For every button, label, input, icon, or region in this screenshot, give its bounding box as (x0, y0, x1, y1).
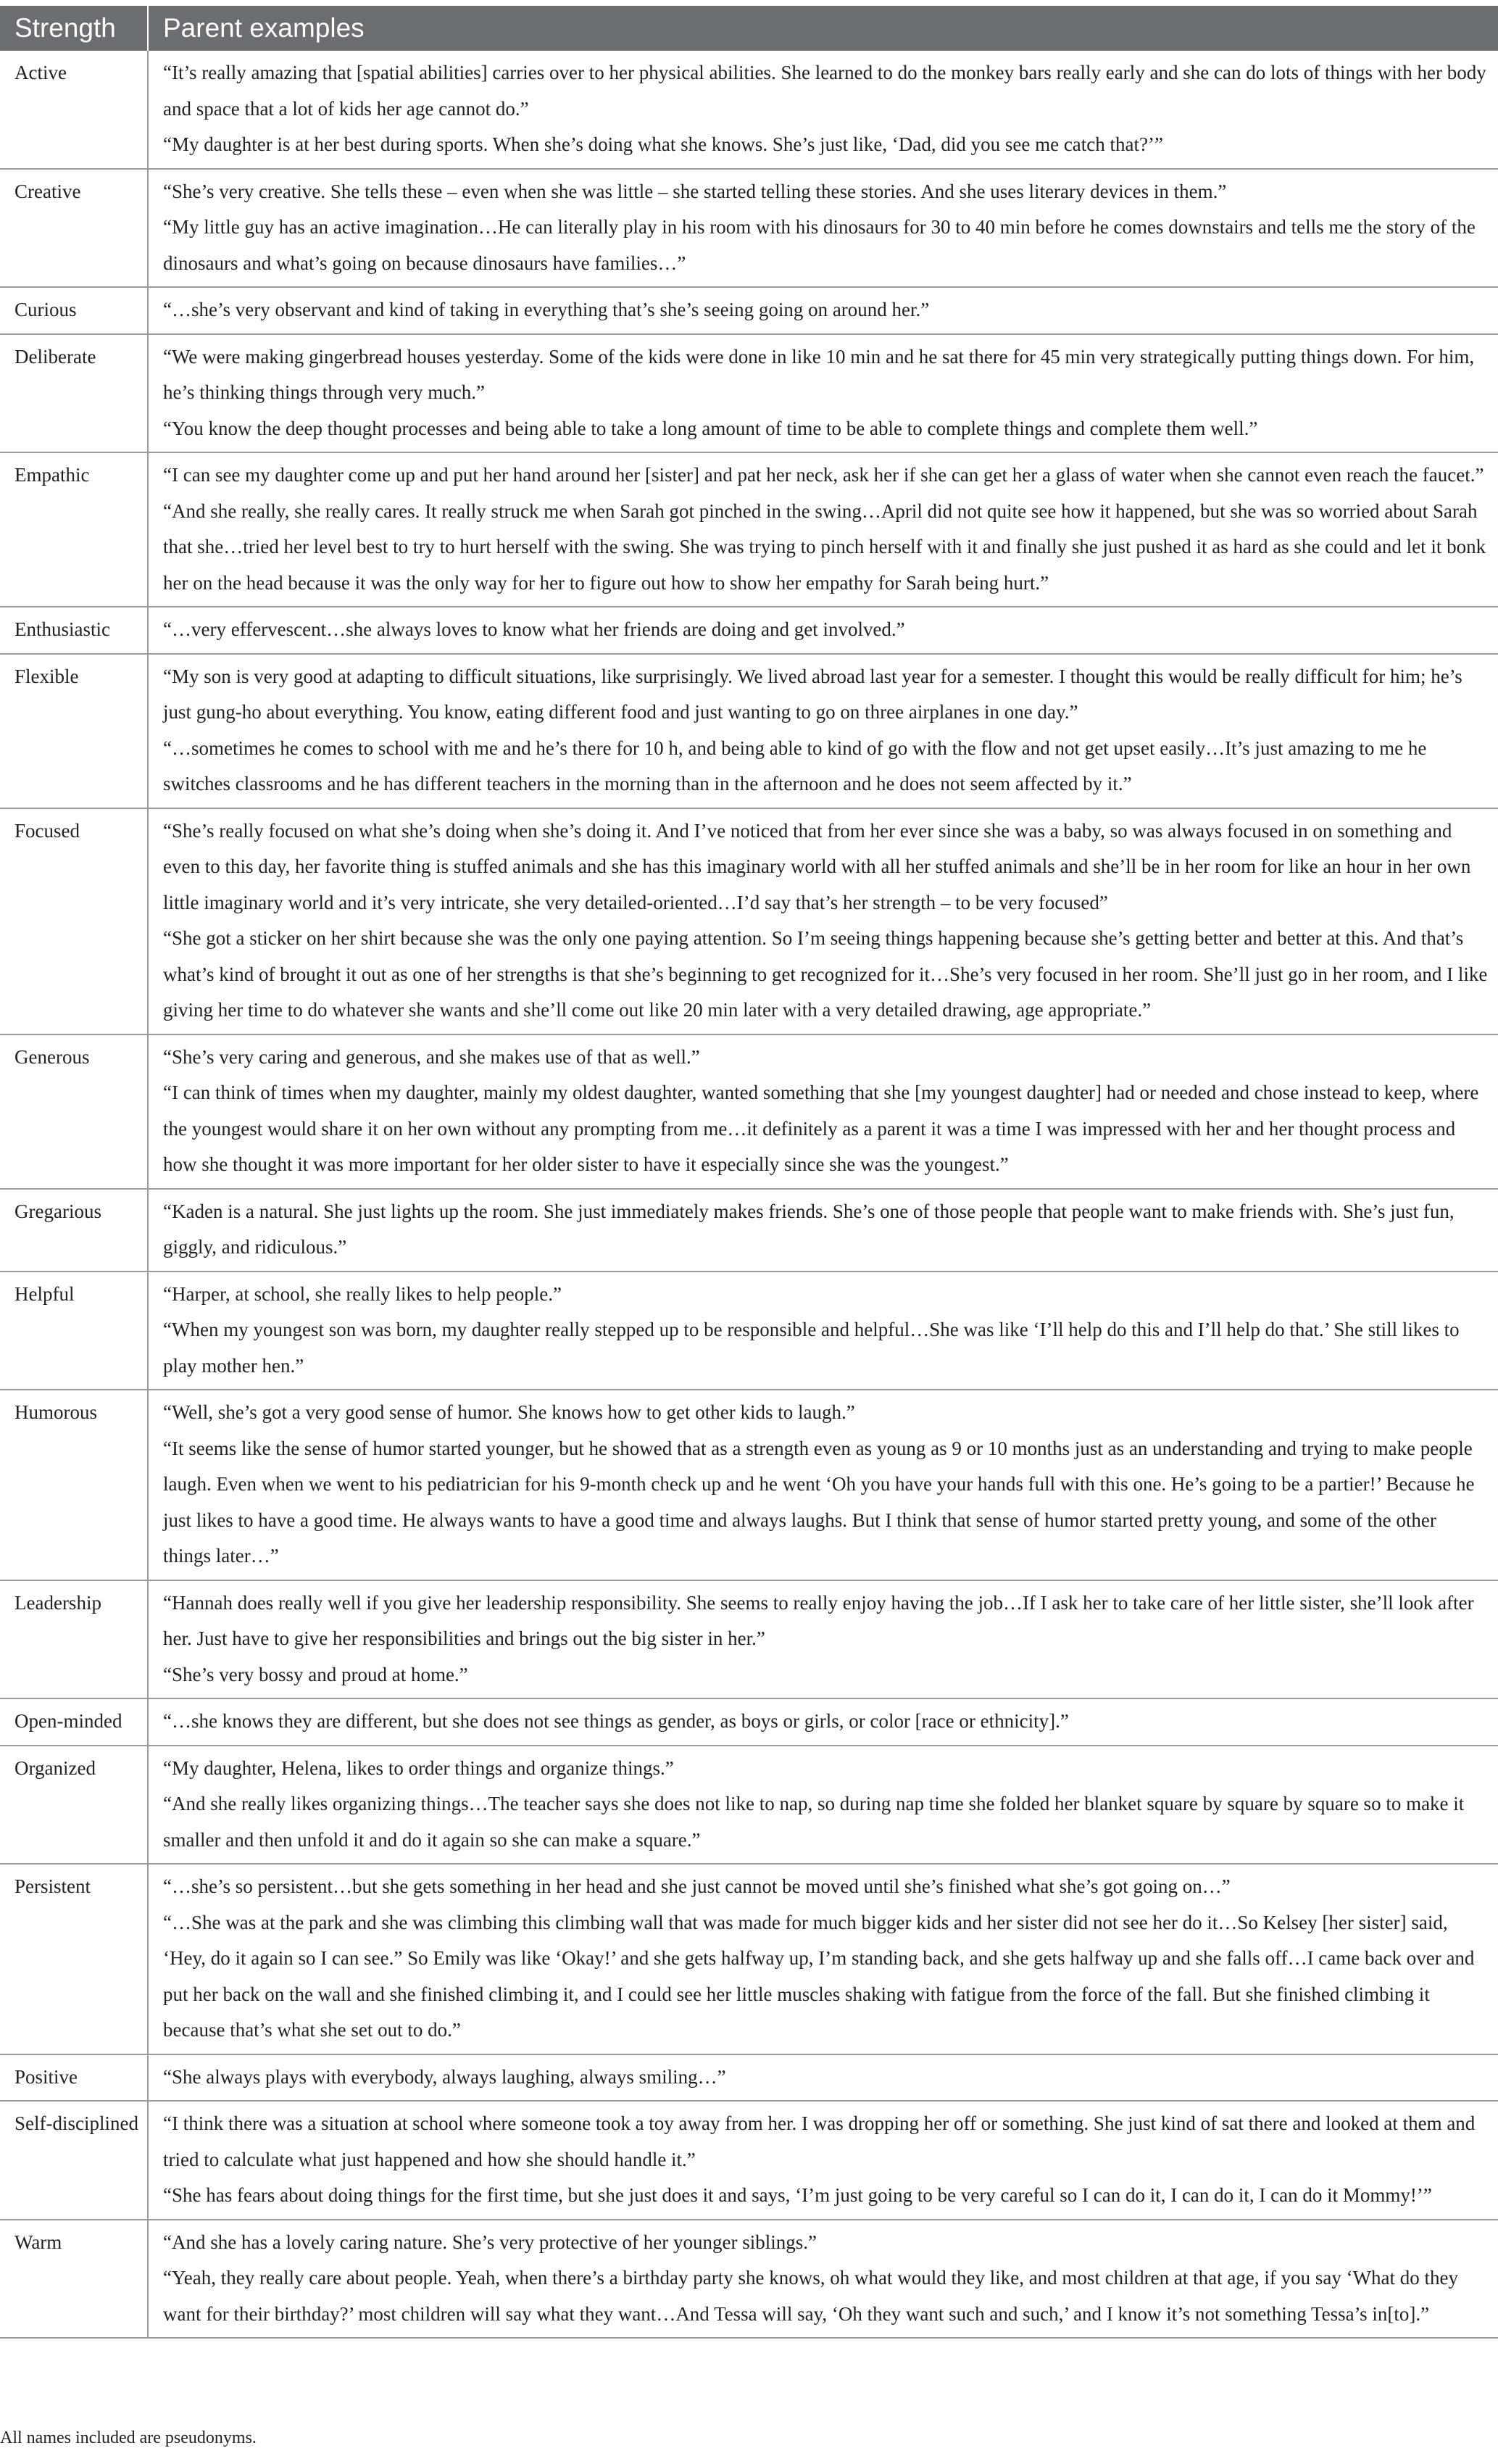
parent-quote: “Kaden is a natural. She just lights up the room. She just immediately makes friends. She’s one of those people that people want to make friends with. She’s just fun, giggly, and ridiculous.” (163, 1200, 1455, 1258)
parent-quote: “My daughter, Helena, likes to order things and organize things.” (163, 1756, 674, 1779)
strength-cell: Organized (0, 1746, 148, 1864)
parent-quote: “She has fears about doing things for the first time, but she just does it and says, ‘I’m just going to be very careful so I can do it, I can do it, I can do it Mommy!’” (163, 2184, 1432, 2206)
strength-cell: Enthusiastic (0, 607, 148, 654)
parent-examples-cell (148, 452, 1498, 607)
parent-examples-cell (148, 2220, 1498, 2339)
parent-examples-cell (148, 808, 1498, 1034)
table-body (0, 51, 1498, 2338)
parent-quote: “I think there was a situation at school where someone took a toy away from her. I was dropping her off or something. She just kind of sat there and looked at them and tried to calculate what just happened and how she should handle it.” (163, 2112, 1476, 2170)
column-header-parent-examples: Parent examples (148, 6, 1498, 51)
parent-quote: “It seems like the sense of humor started younger, but he showed that as a strength even as young as 9 or 10 months just as an understanding and trying to make people laugh. Even when we went to his pediatrician for his 9-month check up and he went ‘Oh you have your hands full with this one. He’s going to be a partier!’ Because he just likes to have a good time. He always wants to have a good time and always laughs. But I think that sense of humor started pretty young, and some of the other things later…” (163, 1437, 1475, 1567)
parent-quote: “She always plays with everybody, always laughing, always smiling…” (163, 2065, 726, 2088)
table-row (0, 808, 1498, 1034)
parent-quote: “…She was at the park and she was climbing this climbing wall that was made for much bigger kids and her sister did not see her do it…So Kelsey [her sister] said, ‘Hey, do it again so I can see.” So Emily was like ‘Okay!’ and she gets halfway up, I’m standing back, and she gets halfway up and she falls off…I came back over and put her back on the wall and she finished climbing it, and I could see her little muscles shaking with fatigue from the force of the fall. But she finished climbing it because that’s what she set out to do.” (163, 1911, 1475, 2041)
strength-cell: Focused (0, 808, 148, 1034)
parent-examples-cell (148, 1272, 1498, 1390)
parent-quote: “I can see my daughter come up and put her hand around her [sister] and pat her neck, ask her if she can get her a glass of water when she cannot even reach the faucet.” (163, 464, 1484, 486)
table-row (0, 1580, 1498, 1699)
parent-examples-cell (148, 1034, 1498, 1189)
strength-cell: Open-minded (0, 1698, 148, 1746)
table-row (0, 452, 1498, 607)
strength-cell: Deliberate (0, 334, 148, 453)
parent-quote: “…sometimes he comes to school with me and he’s there for 10 h, and being able to kind of go with the flow and not get upset easily…It’s just amazing to me he switches classrooms and he has different teachers in the morning than in the afternoon and he does not seem affected by it.” (163, 737, 1427, 795)
strength-cell: Active (0, 51, 148, 169)
parent-quote: “Well, she’s got a very good sense of humor. She knows how to get other kids to laugh.” (163, 1401, 855, 1423)
parent-examples-cell (148, 287, 1498, 334)
table-row (0, 2220, 1498, 2339)
parent-examples-cell (148, 2054, 1498, 2102)
table-row (0, 1390, 1498, 1580)
table-row (0, 654, 1498, 808)
parent-quote: “We were making gingerbread houses yesterday. Some of the kids were done in like 10 min and he sat there for 45 min very strategically putting things down. For him, he’s thinking things through very much.” (163, 345, 1475, 403)
parent-examples-cell (148, 1864, 1498, 2054)
table-row (0, 169, 1498, 288)
parent-quote: “It’s really amazing that [spatial abilities] carries over to her physical abilities. She learned to do the monkey bars really early and she can do lots of things with her body and space that a lot of kids her age cannot do.” (163, 62, 1486, 120)
parent-quote: “She’s very bossy and proud at home.” (163, 1663, 468, 1685)
table-row (0, 607, 1498, 654)
parent-examples-cell (148, 169, 1498, 288)
strength-cell: Curious (0, 287, 148, 334)
strength-cell: Warm (0, 2220, 148, 2339)
strength-cell: Flexible (0, 654, 148, 808)
parent-quote: “When my youngest son was born, my daughter really stepped up to be responsible and helpful…She was like ‘I’ll help do this and I’ll help do that.’ She still likes to play mother hen.” (163, 1319, 1460, 1377)
table-row (0, 287, 1498, 334)
strength-cell: Creative (0, 169, 148, 288)
table-row (0, 2054, 1498, 2102)
strength-cell: Positive (0, 2054, 148, 2102)
strengths-table (0, 6, 1498, 2339)
strengths-table-container (0, 6, 1498, 2339)
parent-quote: “…very effervescent…she always loves to know what her friends are doing and get involved.” (163, 618, 905, 640)
parent-quote: “You know the deep thought processes and being able to take a long amount of time to be able to complete things and complete them well.” (163, 417, 1258, 439)
table-header (0, 6, 1498, 51)
parent-examples-cell (148, 51, 1498, 169)
table-row (0, 1272, 1498, 1390)
header-row (0, 6, 1498, 51)
parent-quote: “Yeah, they really care about people. Yeah, when there’s a birthday party she knows, oh what would they like, and most children at that age, if you say ‘What do they want for their birthday?’ most children will say what they want…And Tessa will say, ‘Oh they want such and such,’ and I know it’s not something Tessa’s in[to].” (163, 2267, 1459, 2325)
strength-cell: Empathic (0, 452, 148, 607)
table-row (0, 1189, 1498, 1272)
table-row (0, 2101, 1498, 2220)
parent-examples-cell (148, 1390, 1498, 1580)
parent-quote: “I can think of times when my daughter, mainly my oldest daughter, wanted something that she [my youngest daughter] had or needed and chose instead to keep, where the youngest would share it on her own without any prompting from me…it definitely as a parent it was a time I was impressed with her and her thought process and how she thought it was more important for her older sister to have it especially since she was the youngest.” (163, 1082, 1479, 1175)
parent-examples-cell (148, 2101, 1498, 2220)
parent-quote: “…she knows they are different, but she does not see things as gender, as boys or girls, or color [race or ethnicity].” (163, 1710, 1069, 1732)
parent-quote: “And she has a lovely caring nature. She’s very protective of her younger siblings.” (163, 2231, 817, 2253)
strength-cell: Gregarious (0, 1189, 148, 1272)
strength-cell: Persistent (0, 1864, 148, 2054)
table-footnote: All names included are pseudonyms. (0, 2428, 257, 2447)
parent-quote: “…she’s so persistent…but she gets something in her head and she just cannot be moved until she’s finished what she’s got going on…” (163, 1875, 1231, 1897)
table-row (0, 334, 1498, 453)
parent-examples-cell (148, 1189, 1498, 1272)
parent-quote: “And she really likes organizing things…The teacher says she does not like to nap, so during nap time she folded her blanket square by square by square so to make it smaller and then unfold it and do it again so she can make a square.” (163, 1793, 1465, 1851)
parent-examples-cell (148, 607, 1498, 654)
parent-quote: “She got a sticker on her shirt because she was the only one paying attention. So I’m seeing things happening because she’s getting better and better at this. And that’s what’s kind of brought it out as one of her strengths is that she’s beginning to get recognized for it…She’s very focused in her room. She’ll just go in her room, and I like giving her time to do whatever she wants and she’ll come out like 20 min later with a very detailed drawing, age appropriate.” (163, 927, 1488, 1021)
strength-cell: Leadership (0, 1580, 148, 1699)
table-row (0, 51, 1498, 169)
parent-examples-cell (148, 1698, 1498, 1746)
parent-examples-cell (148, 654, 1498, 808)
parent-quote: “She’s really focused on what she’s doing when she’s doing it. And I’ve noticed that from her ever since she was a baby, so was always focused in on something and even to this day, her favorite thing is stuffed animals and she has this imaginary world with all her stuffed animals and she’ll be in her room for like an hour in her own little imaginary world and it’s very intricate, she very detailed-oriented…I’d say that’s her strength – to be very focused” (163, 819, 1471, 913)
column-header-strength: Strength (0, 6, 148, 51)
parent-examples-cell (148, 1746, 1498, 1864)
parent-quote: “And she really, she really cares. It really struck me when Sarah got pinched in the swing…April did not quite see how it happened, but she was so worried about Sarah that she…tried her level best to try to hurt herself with the swing. She was trying to pinch herself with it and finally she just pushed it as hard as she could and let it bonk her on the head because it was the only way for her to figure out how to show her empathy for Sarah being hurt.” (163, 499, 1486, 594)
table-row (0, 1864, 1498, 2054)
parent-quote: “My son is very good at adapting to difficult situations, like surprisingly. We lived abroad last year for a semester. I thought this would be really difficult for him; he’s just gung-ho about everything. You know, eating different food and just wanting to go on three airplanes in one day.” (163, 665, 1462, 723)
parent-quote: “…she’s very observant and kind of taking in everything that’s she’s seeing going on around her.” (163, 299, 930, 320)
parent-quote: “She’s very caring and generous, and she makes use of that as well.” (163, 1045, 700, 1068)
strength-cell: Helpful (0, 1272, 148, 1390)
table-row (0, 1746, 1498, 1864)
parent-quote: “Harper, at school, she really likes to help people.” (163, 1282, 562, 1305)
table-row (0, 1698, 1498, 1746)
parent-examples-cell (148, 334, 1498, 453)
strength-cell: Self-disciplined (0, 2101, 148, 2220)
parent-examples-cell (148, 1580, 1498, 1699)
table-row (0, 1034, 1498, 1189)
parent-quote: “Hannah does really well if you give her leadership responsibility. She seems to really enjoy having the job…If I ask her to take care of her little sister, she’ll look after her. Just have to give her responsibilities and brings out the big sister in her.” (163, 1591, 1474, 1649)
parent-quote: “She’s very creative. She tells these – even when she was little – she started telling these stories. And she uses literary devices in them.” (163, 180, 1227, 202)
parent-quote: “My daughter is at her best during sports. When she’s doing what she knows. She’s just like, ‘Dad, did you see me catch that?’” (163, 133, 1163, 155)
strength-cell: Humorous (0, 1390, 148, 1580)
parent-quote: “My little guy has an active imagination…He can literally play in his room with his dinosaurs for 30 to 40 min before he comes downstairs and tells me the story of the dinosaurs and what’s going on because dinosaurs have families…” (163, 216, 1476, 274)
strength-cell: Generous (0, 1034, 148, 1189)
